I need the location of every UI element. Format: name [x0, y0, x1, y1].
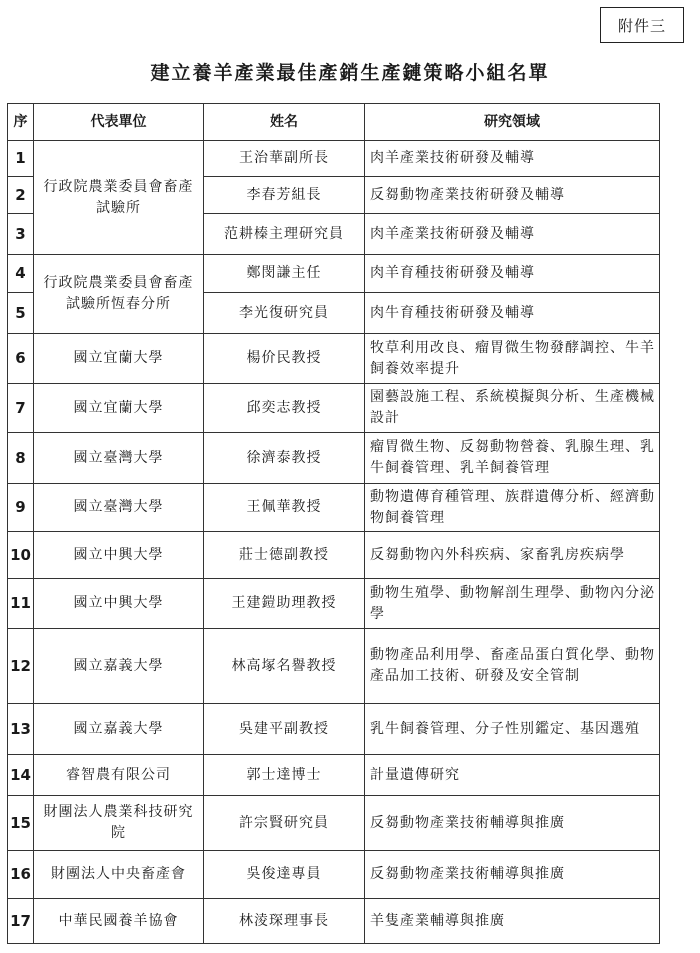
- name-cell: 吳俊達專員: [204, 851, 365, 899]
- name-cell: 楊价民教授: [204, 334, 365, 384]
- field-cell: 肉羊育種技術研發及輔導: [365, 255, 660, 293]
- unit-cell: 國立臺灣大學: [34, 433, 204, 484]
- header-name: 姓名: [204, 104, 365, 141]
- name-cell: 郭士達博士: [204, 755, 365, 796]
- seq-cell: 14: [8, 755, 34, 796]
- table-row: [8, 484, 660, 532]
- seq-cell: 10: [8, 532, 34, 579]
- name-cell: 許宗賢研究員: [204, 796, 365, 851]
- field-cell: 動物生殖學、動物解剖生理學、動物內分泌學: [365, 579, 660, 629]
- table-row: [8, 334, 660, 384]
- table-row: [8, 141, 660, 177]
- seq-cell: 17: [8, 899, 34, 944]
- unit-cell: 睿智農有限公司: [34, 755, 204, 796]
- field-cell: 牧草利用改良、瘤胃微生物發酵調控、牛羊飼養效率提升: [365, 334, 660, 384]
- document-title: 建立養羊產業最佳產銷生產鏈策略小組名單: [150, 62, 550, 84]
- field-cell: 肉牛育種技術研發及輔導: [365, 293, 660, 334]
- unit-cell: 國立宜蘭大學: [34, 334, 204, 384]
- seq-cell: 5: [8, 293, 34, 334]
- table-row: [8, 433, 660, 484]
- seq-cell: 16: [8, 851, 34, 899]
- name-cell: 李光復研究員: [204, 293, 365, 334]
- table-row: [8, 851, 660, 899]
- table-row: [8, 704, 660, 755]
- table-row: [8, 629, 660, 704]
- seq-cell: 6: [8, 334, 34, 384]
- annex-label: 附件三: [600, 7, 684, 43]
- unit-cell: 行政院農業委員會畜產試驗所恆春分所: [34, 255, 204, 334]
- field-cell: 動物遺傳育種管理、族群遺傳分析、經濟動物飼養管理: [365, 484, 660, 532]
- seq-cell: 15: [8, 796, 34, 851]
- seq-cell: 3: [8, 214, 34, 255]
- name-cell: 王佩華教授: [204, 484, 365, 532]
- name-cell: 李春芳組長: [204, 177, 365, 214]
- field-cell: 乳牛飼養管理、分子性別鑑定、基因選殖: [365, 704, 660, 755]
- unit-cell: 中華民國養羊協會: [34, 899, 204, 944]
- table-row: [8, 899, 660, 944]
- name-cell: 王治華副所長: [204, 141, 365, 177]
- header-unit: 代表單位: [34, 104, 204, 141]
- field-cell: 反芻動物產業技術研發及輔導: [365, 177, 660, 214]
- table-row: [8, 255, 660, 293]
- seq-cell: 2: [8, 177, 34, 214]
- seq-cell: 8: [8, 433, 34, 484]
- table-row: [8, 532, 660, 579]
- name-cell: 王建鎧助理教授: [204, 579, 365, 629]
- field-cell: 反芻動物產業技術輔導與推廣: [365, 796, 660, 851]
- name-cell: 林高塚名譽教授: [204, 629, 365, 704]
- unit-cell: 國立宜蘭大學: [34, 384, 204, 433]
- seq-cell: 1: [8, 141, 34, 177]
- name-cell: 吳建平副教授: [204, 704, 365, 755]
- name-cell: 邱奕志教授: [204, 384, 365, 433]
- seq-cell: 12: [8, 629, 34, 704]
- unit-cell: 財團法人農業科技研究院: [34, 796, 204, 851]
- name-cell: 徐濟泰教授: [204, 433, 365, 484]
- field-cell: 肉羊產業技術研發及輔導: [365, 214, 660, 255]
- name-cell: 范耕榛主理研究員: [204, 214, 365, 255]
- seq-cell: 7: [8, 384, 34, 433]
- field-cell: 動物產品利用學、畜產品蛋白質化學、動物產品加工技術、研發及安全管制: [365, 629, 660, 704]
- header-field: 研究領域: [365, 104, 660, 141]
- seq-cell: 11: [8, 579, 34, 629]
- seq-cell: 13: [8, 704, 34, 755]
- unit-cell: 國立臺灣大學: [34, 484, 204, 532]
- name-cell: 鄭閔謙主任: [204, 255, 365, 293]
- unit-cell: 行政院農業委員會畜產試驗所: [34, 141, 204, 255]
- unit-cell: 國立中興大學: [34, 579, 204, 629]
- unit-cell: 財團法人中央畜產會: [34, 851, 204, 899]
- table-row: [8, 796, 660, 851]
- field-cell: 園藝設施工程、系統模擬與分析、生產機械設計: [365, 384, 660, 433]
- table-header-row: [8, 104, 660, 141]
- unit-cell: 國立嘉義大學: [34, 704, 204, 755]
- unit-cell: 國立嘉義大學: [34, 629, 204, 704]
- name-cell: 莊士德副教授: [204, 532, 365, 579]
- field-cell: 反芻動物產業技術輔導與推廣: [365, 851, 660, 899]
- seq-cell: 9: [8, 484, 34, 532]
- table-row: [8, 384, 660, 433]
- table-row: [8, 579, 660, 629]
- field-cell: 瘤胃微生物、反芻動物營養、乳腺生理、乳牛飼養管理、乳羊飼養管理: [365, 433, 660, 484]
- field-cell: 羊隻產業輔導與推廣: [365, 899, 660, 944]
- field-cell: 計量遺傳研究: [365, 755, 660, 796]
- unit-cell: 國立中興大學: [34, 532, 204, 579]
- name-cell: 林淩琛理事長: [204, 899, 365, 944]
- table-row: [8, 755, 660, 796]
- member-table: [7, 103, 660, 944]
- field-cell: 反芻動物內外科疾病、家畜乳房疾病學: [365, 532, 660, 579]
- seq-cell: 4: [8, 255, 34, 293]
- header-seq: 序: [8, 104, 34, 141]
- field-cell: 肉羊產業技術研發及輔導: [365, 141, 660, 177]
